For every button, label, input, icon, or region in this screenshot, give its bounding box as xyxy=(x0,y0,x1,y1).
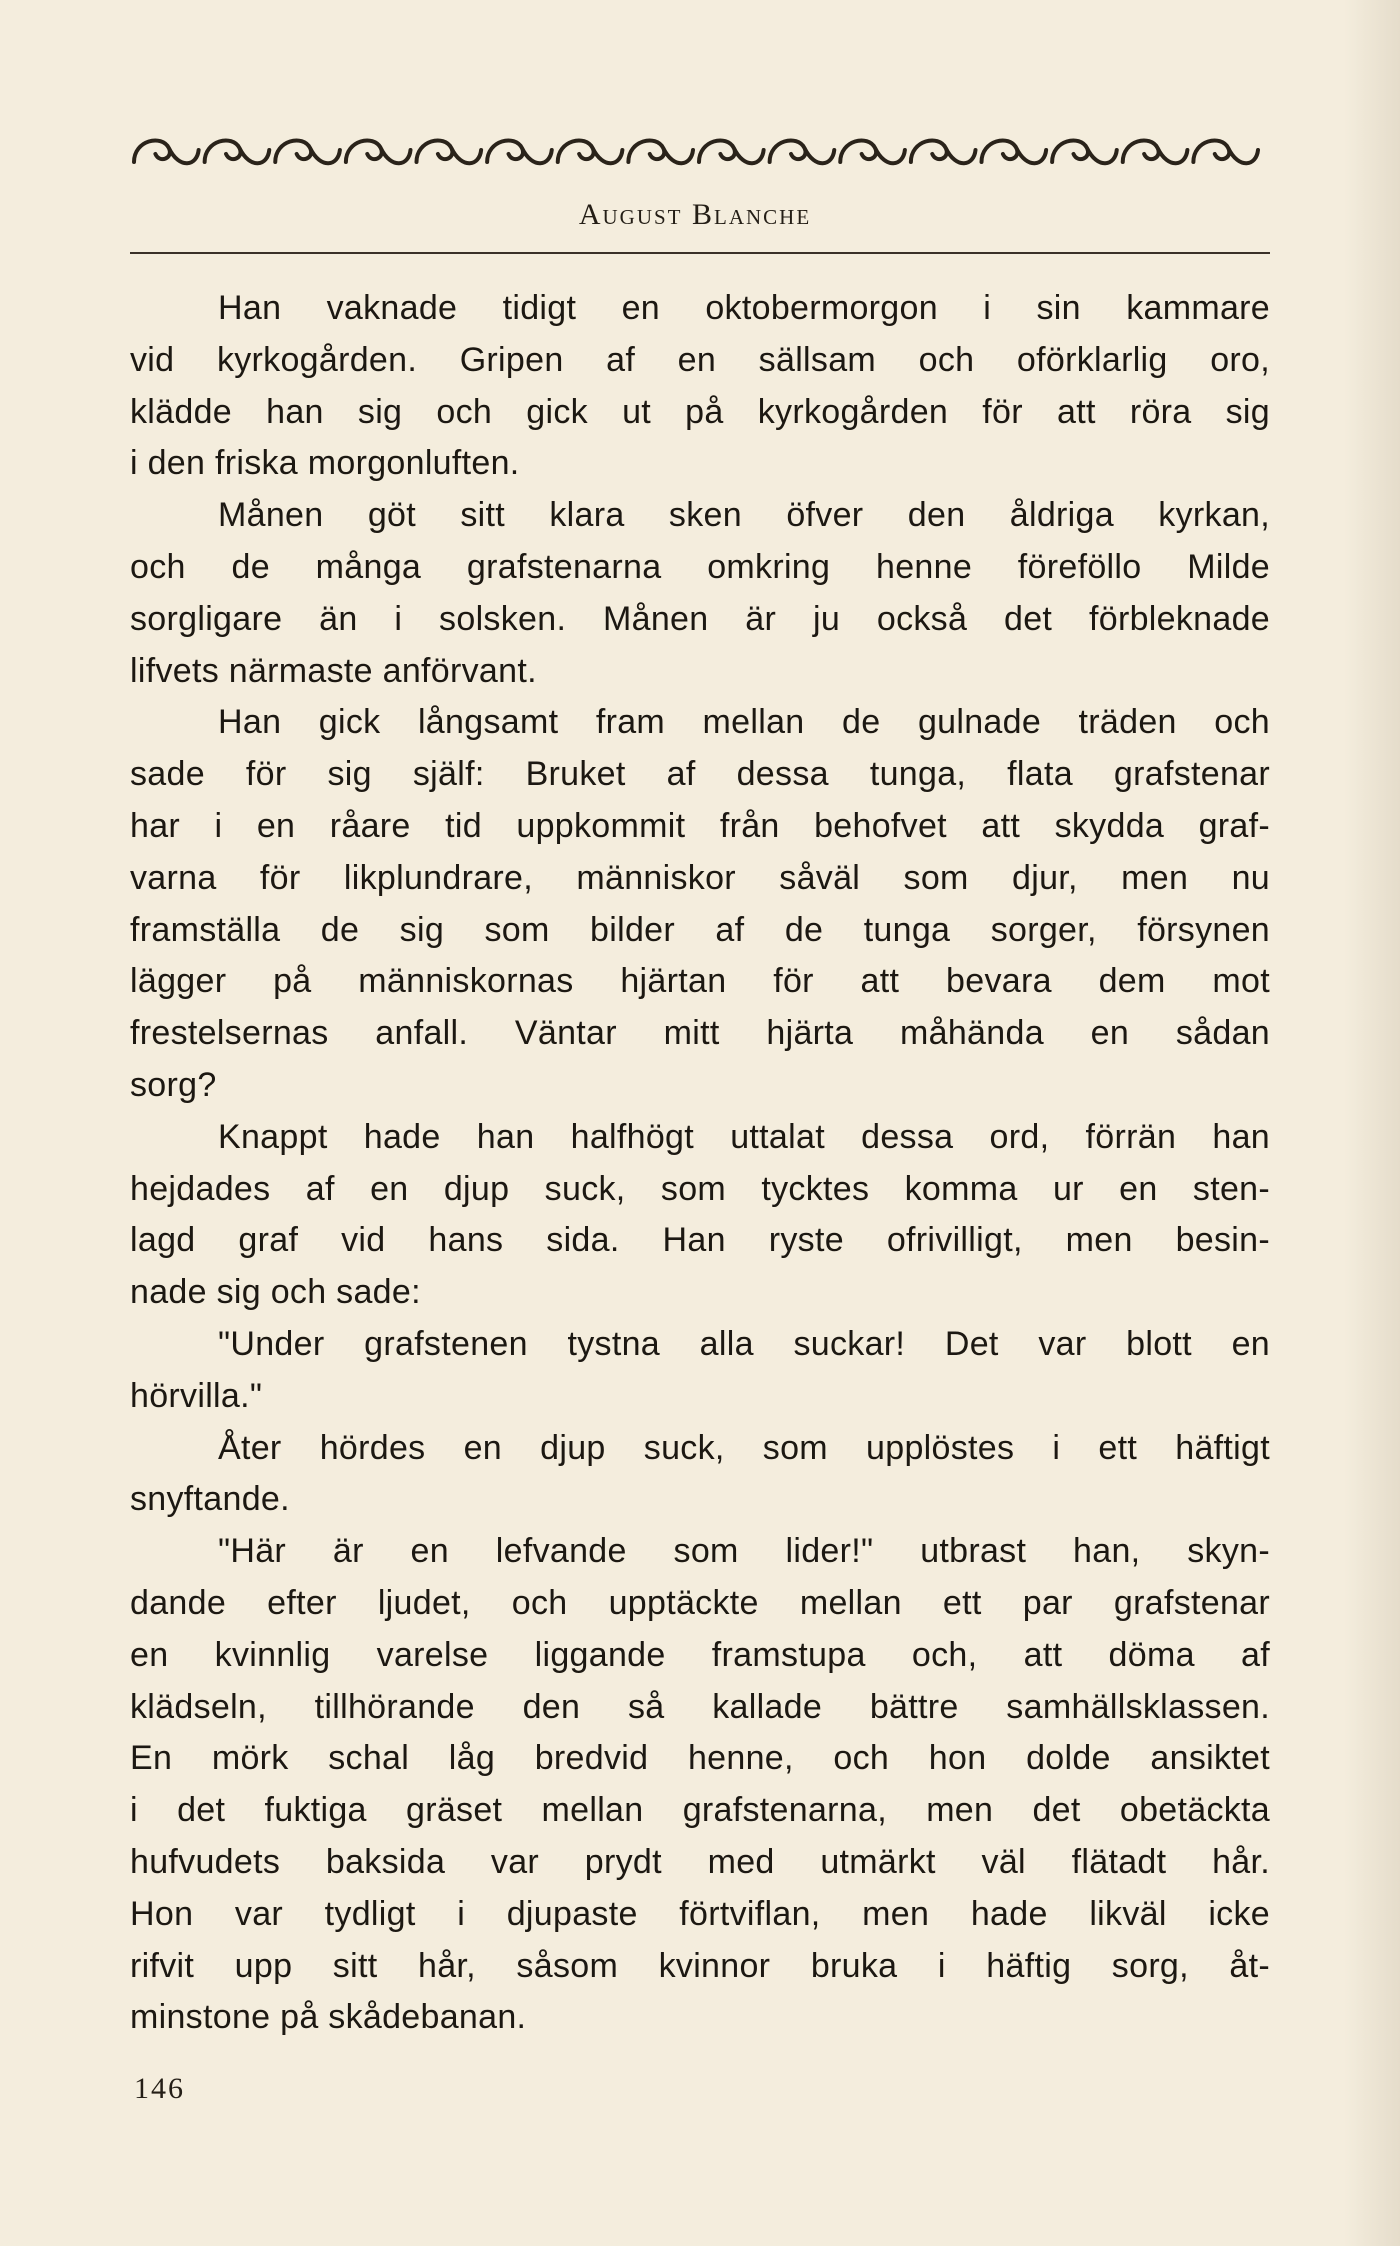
page-number: 146 xyxy=(134,2072,185,2105)
text-line: minstone på skådebanan. xyxy=(130,1998,527,2037)
wave-scroll-border-icon xyxy=(130,126,1260,176)
text-line: En mörk schal låg bredvid henne, och hon dolde ansiktet xyxy=(130,1739,1270,1778)
text-line: hörvilla." xyxy=(130,1376,263,1415)
text-line: Knappt hade han halfhögt uttalat dessa ord, förrän han xyxy=(218,1117,1270,1156)
text-line: hufvudets baksida var prydt med utmärkt väl flätadt hår. xyxy=(130,1842,1270,1881)
text-line: sorgligare än i solsken. Månen är ju också det förbleknade xyxy=(130,599,1270,638)
ornament-scroll xyxy=(699,140,764,163)
ornament-scroll xyxy=(205,140,270,163)
ornament-scroll xyxy=(417,140,482,163)
text-line: frestelsernas anfall. Väntar mitt hjärta måhända en sådan xyxy=(130,1014,1270,1053)
text-line: sorg? xyxy=(130,1065,217,1104)
ornament-scroll xyxy=(275,140,340,163)
ornament-scroll xyxy=(840,140,905,163)
ornament-scroll xyxy=(134,140,199,163)
text-line: i den friska morgonluften. xyxy=(130,444,520,483)
text-line: rifvit upp sitt hår, såsom kvinnor bruka i häftig sorg, åt- xyxy=(130,1946,1270,1985)
text-line: "Här är en lefvande som lider!" utbrast han, skyn- xyxy=(218,1532,1270,1571)
text-line: Åter hördes en djup suck, som upplöstes i ett häftigt xyxy=(218,1428,1270,1467)
text-line: dande efter ljudet, och upptäckte mellan ett par grafstenar xyxy=(130,1583,1270,1622)
text-line: har i en råare tid uppkommit från behofvet att skydda graf- xyxy=(130,806,1270,845)
body-text xyxy=(130,283,1270,2044)
text-line: lifvets närmaste anförvant. xyxy=(130,651,537,690)
text-line: snyftande. xyxy=(130,1480,290,1519)
ornament-scroll xyxy=(1193,140,1258,163)
text-line: varna för likplundrare, människor såväl som djur, men nu xyxy=(130,858,1270,897)
text-line: Hon var tydligt i djupaste förtviflan, men hade likväl icke xyxy=(130,1894,1270,1933)
text-line: klädseln, tillhörande den så kallade bättre samhällsklassen. xyxy=(130,1687,1270,1726)
ornament-scroll xyxy=(982,140,1047,163)
text-line: nade sig och sade: xyxy=(130,1273,421,1312)
text-line: Månen göt sitt klara sken öfver den åldriga kyrkan, xyxy=(218,496,1270,535)
ornament-scroll xyxy=(1123,140,1188,163)
text-line: framställa de sig som bilder af de tunga sorger, försynen xyxy=(130,910,1270,949)
text-line: Han vaknade tidigt en oktobermorgon i sin kammare xyxy=(218,289,1270,327)
running-head: August Blanche xyxy=(578,198,812,231)
text-line: klädde han sig och gick ut på kyrkogården för att röra sig xyxy=(130,392,1270,431)
ornament-scroll xyxy=(770,140,835,163)
ornament-scroll xyxy=(487,140,552,163)
text-line: "Under grafstenen tystna alla suckar! Det var blott en xyxy=(218,1324,1270,1363)
ornament-scroll xyxy=(558,140,623,163)
ornament-scroll xyxy=(1052,140,1117,163)
text-line: vid kyrkogården. Gripen af en sällsam och oförklarlig oro, xyxy=(130,340,1270,379)
text-line: hejdades af en djup suck, som tycktes komma ur en sten- xyxy=(130,1169,1270,1208)
text-line: lagd graf vid hans sida. Han ryste ofrivilligt, men besin- xyxy=(130,1221,1270,1260)
text-line: sade för sig själf: Bruket af dessa tunga, flata grafstenar xyxy=(130,755,1270,794)
text-line: och de många grafstenarna omkring henne föreföllo Milde xyxy=(130,547,1270,586)
text-line: i det fuktiga gräset mellan grafstenarna, men det obetäckta xyxy=(130,1791,1270,1830)
header-rule xyxy=(130,252,1270,254)
text-line: lägger på människornas hjärtan för att bevara dem mot xyxy=(130,962,1270,1001)
text-line: Han gick långsamt fram mellan de gulnade träden och xyxy=(218,703,1270,742)
ornament-scroll xyxy=(911,140,976,163)
ornament-scroll xyxy=(628,140,693,163)
ornament-scroll xyxy=(346,140,411,163)
text-line: en kvinnlig varelse liggande framstupa och, att döma af xyxy=(130,1635,1270,1674)
